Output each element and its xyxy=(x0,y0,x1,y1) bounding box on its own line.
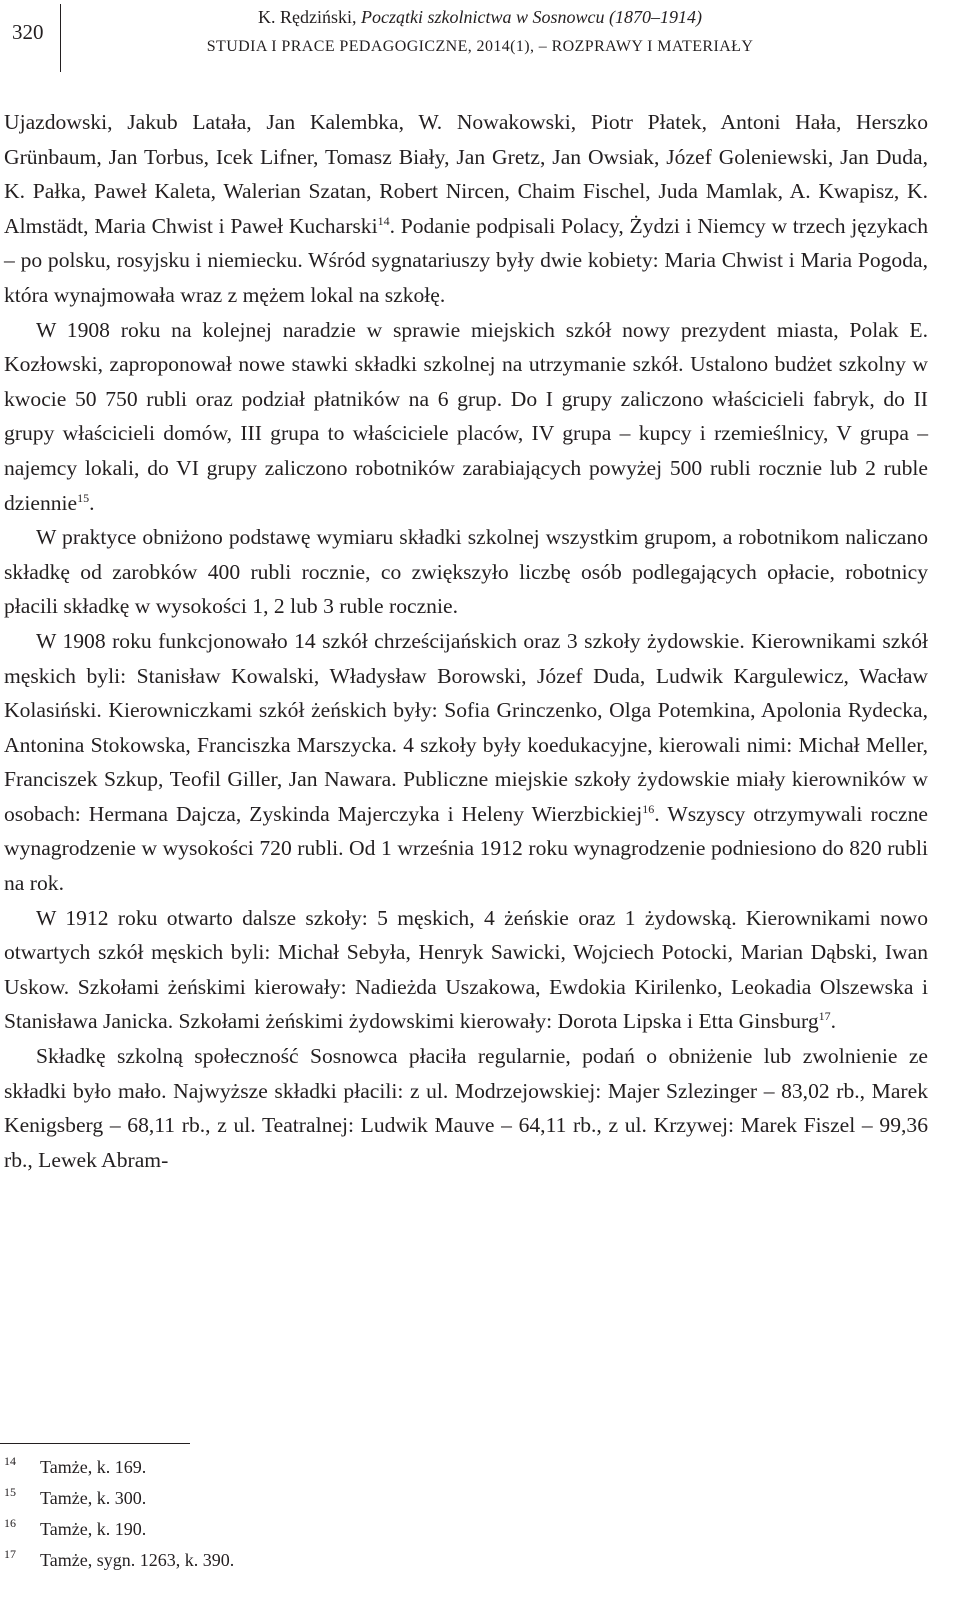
footnote-number: 14 xyxy=(4,1454,16,1468)
paragraph-3 xyxy=(4,520,928,624)
paragraph-3-text: W praktyce obniżono podstawę wymiaru składki szkolnej wszystkim grupom, a robotnikom naliczano składkę od zarobków 400 rubli rocznie, co zwiększyło liczbę osób podlegających opłacie, robotnicy płacili składkę w wysokości 1, 2 lub 3 ruble rocznie. xyxy=(4,525,928,619)
page-header xyxy=(0,0,960,80)
paragraph-4 xyxy=(4,624,928,901)
footnote-text: Tamże, k. 190. xyxy=(40,1519,147,1539)
footnote-number: 15 xyxy=(4,1485,16,1499)
running-head-author: K. Rędziński, xyxy=(258,7,361,27)
paragraph-2-text: W 1908 roku na kolejnej naradzie w sprawie miejskich szkół nowy prezydent miasta, Polak E. Kozłowski, zaproponował nowe stawki składki szkolnej na utrzymanie szkół. Ustalono budżet szkolny w kwocie 50 750 rubli oraz podział płatników na 6 grup. Do I grupy zaliczono właścicieli fabryk, do II grupy właścicieli domów, III grupa to właściciele placów, IV grupa – kupcy i rzemieślnicy, V grupa – najemcy lokali, do VI grupy zaliczono robotników zarabiających powyżej 500 rubli rocznie lub 2 ruble dziennie xyxy=(4,317,928,515)
footnote-item xyxy=(0,1452,930,1483)
running-head-citation xyxy=(170,3,790,32)
paragraph-5-text-cont: . xyxy=(830,1009,837,1034)
footnote-number: 17 xyxy=(4,1547,16,1561)
footnote-number: 16 xyxy=(4,1516,16,1530)
footnote-ref-17[interactable]: 17 xyxy=(818,1009,831,1024)
paragraph-6 xyxy=(4,1039,928,1177)
paragraph-5 xyxy=(4,901,928,1039)
running-head-title: Początki szkolnictwa w Sosnowcu (1870–1914) xyxy=(361,7,702,27)
page-number: 320 xyxy=(12,20,44,44)
footnote-separator xyxy=(0,1443,190,1444)
footnote-item xyxy=(0,1514,930,1545)
footnote-item xyxy=(0,1545,930,1576)
paragraph-4-text-cont: . Wszyscy otrzymywali roczne wynagrodzenie w wysokości 720 rubli. Od 1 września 1912 roku wynagrodzenie podniesiono do 820 rubli na rok. xyxy=(4,801,928,896)
running-head xyxy=(170,3,790,61)
footnote-ref-15[interactable]: 15 xyxy=(77,490,90,505)
running-head-journal: STUDIA I PRACE PEDAGOGICZNE, 2014(1), – ROZPRAWY I MATERIAŁY xyxy=(206,38,754,55)
footnote-text: Tamże, k. 300. xyxy=(40,1488,147,1508)
paragraph-1 xyxy=(4,105,928,313)
footnotes xyxy=(0,1452,930,1576)
paragraph-1-text: Ujazdowski, Jakub Latała, Jan Kalembka, W. Nowakowski, Piotr Płatek, Antoni Hała, Herszko Grünbaum, Jan Torbus, Icek Lifner, Tomasz Biały, Jan Gretz, Jan Owsiak, Józef Goleniewski, Jan Duda, K. Pałka, Paweł Kaleta, Walerian Szatan, Robert Nircen, Chaim Fischel, Juda Mamlak, A. Kwapisz, K. Almstädt, Maria Chwist i Paweł Kucharski xyxy=(4,110,928,238)
paragraph-1-text-cont: . Podanie podpisali Polacy, Żydzi i Niemcy w trzech językach – po polsku, rosyjsku i niemiecku. Wśród sygnatariuszy były dwie kobiety: Maria Chwist i Maria Pogoda, która wynajmowała wraz z mężem lokal na szkołę. xyxy=(4,213,929,307)
paragraph-2-text-cont: . xyxy=(89,490,95,515)
header-divider xyxy=(60,4,61,72)
paragraph-2 xyxy=(4,313,928,521)
footnote-text: Tamże, sygn. 1263, k. 390. xyxy=(40,1550,235,1570)
article-body xyxy=(4,105,928,1177)
paragraph-6-text: Składkę szkolną społeczność Sosnowca płaciła regularnie, podań o obniżenie lub zwolnienie ze składki było mało. Najwyższe składki płacili: z ul. Modrzejowskiej: Majer Szlezinger – 83,02 rb., Marek Kenigsberg – 68,11 rb., z ul. Teatralnej: Ludwik Mauve – 64,11 rb., z ul. Krzywej: Marek Fiszel – 99,36 rb., Lewek Abram- xyxy=(4,1044,928,1172)
footnote-text: Tamże, k. 169. xyxy=(40,1457,147,1477)
paragraph-4-text: W 1908 roku funkcjonowało 14 szkół chrześcijańskich oraz 3 szkoły żydowskie. Kierownikami szkół męskich byli: Stanisław Kowalski, Władysław Borowski, Józef Duda, Ludwik Kargulewicz, Wacław Kolasiński. Kierowniczkami szkół żeńskich były: Sofia Grinczenko, Olga Potemkina, Apolonia Rydecka, Antonina Stokowska, Franciszka Marszycka. 4 szkoły były koedukacyjne, kierowali nimi: Michał Meller, Franciszek Szkup, Teofil Giller, Jan Nawara. Publiczne miejskie szkoły żydowskie miały kierowników w osobach: Hermana Dajcza, Zyskinda Majerczyka i Heleny Wierzbickiej xyxy=(4,628,928,826)
paragraph-5-text: W 1912 roku otwarto dalsze szkoły: 5 męskich, 4 żeńskie oraz 1 żydowską. Kierownikami nowo otwartych szkół męskich byli: Michał Sebyła, Henryk Sawicki, Wojciech Potocki, Marian Dąbski, Iwan Uskow. Szkołami żeńskimi kierowały: Nadieżda Uszakowa, Ewdokia Kirilenko, Leokadia Olszewska i Stanisława Janicka. Szkołami żeńskimi żydowskimi kierowały: Dorota Lipska i Etta Ginsburg xyxy=(4,905,928,1034)
footnote-ref-16[interactable]: 16 xyxy=(642,801,655,816)
footnote-ref-14[interactable]: 14 xyxy=(377,213,390,228)
footnote-item xyxy=(0,1483,930,1514)
